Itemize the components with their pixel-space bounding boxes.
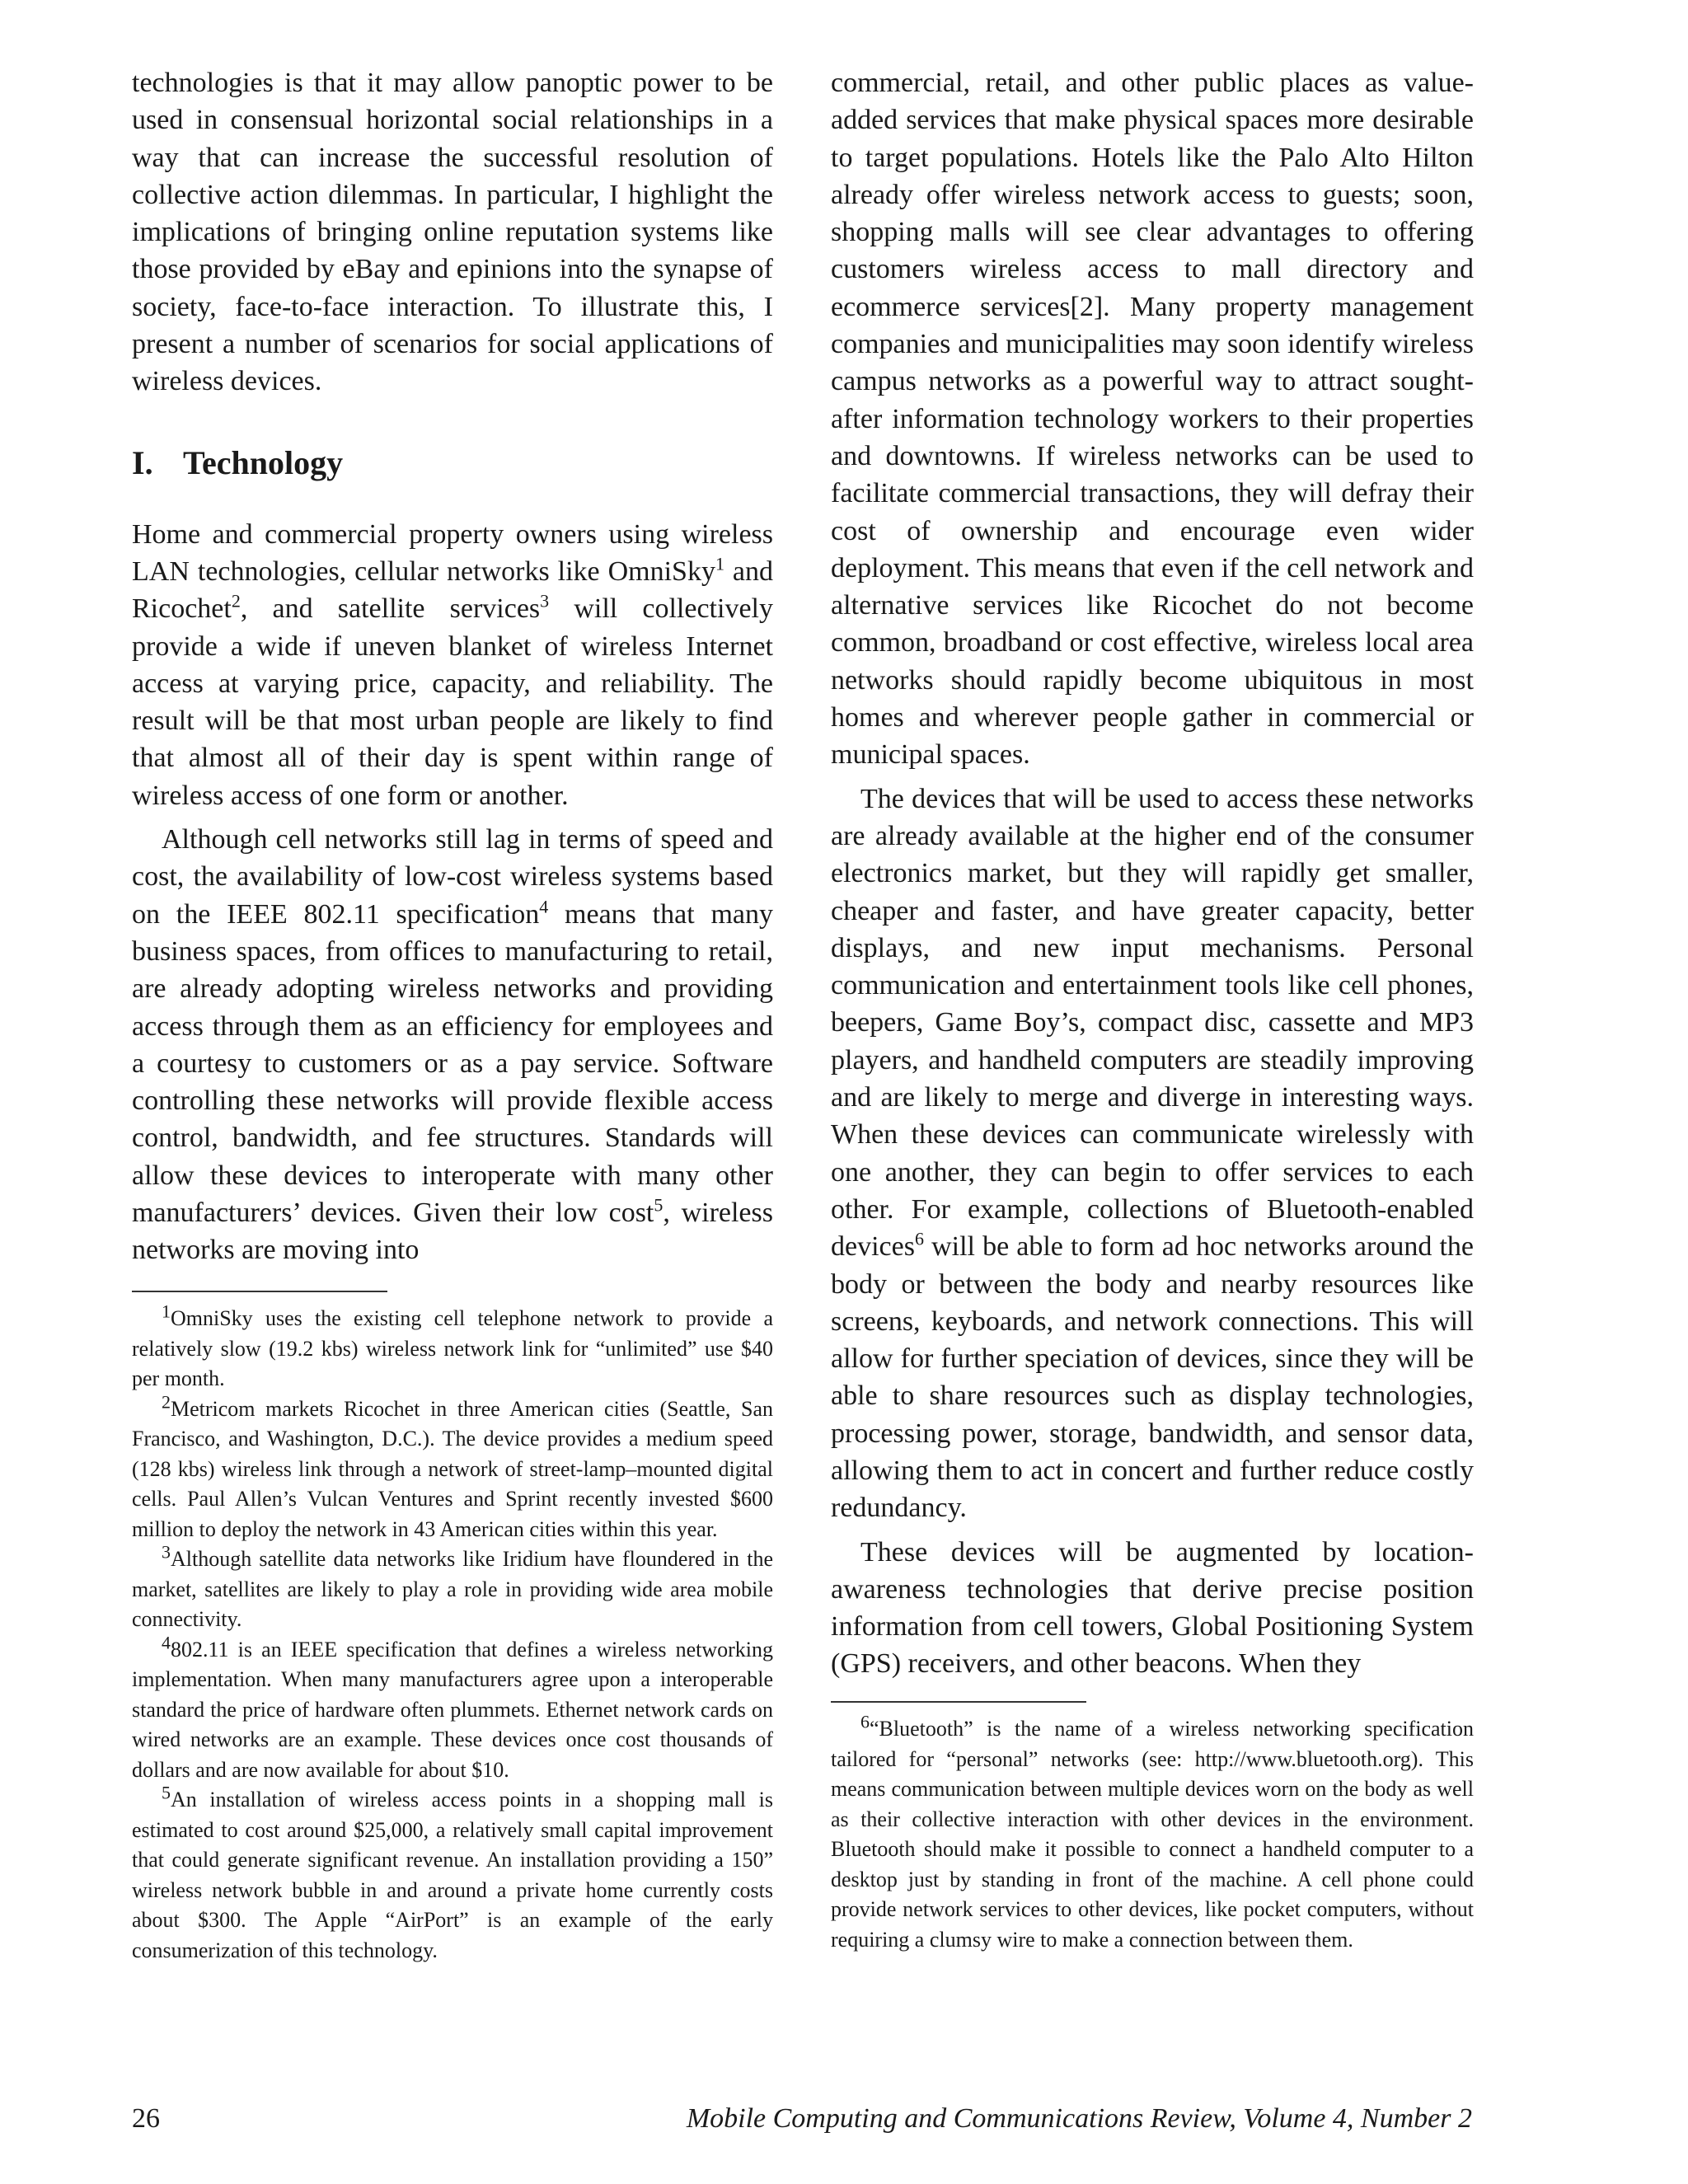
footnotes-left — [132, 1301, 773, 1966]
paragraph-ieee-80211 — [132, 821, 773, 1269]
footnotes-right — [831, 1711, 1474, 1955]
paragraph-wireless-blanket — [132, 516, 773, 814]
footnote-ref-4[interactable]: 4 — [539, 896, 549, 917]
text-run: Although cell networks still lag in terms of speed and cost, the availability of low-cost wireless systems based on the IEEE 802.11 specification — [132, 824, 773, 930]
footnote-2 — [132, 1390, 773, 1545]
text-run: The devices that will be used to access these networks are already available at the higher end of the consumer electronics market, but they will rapidly get smaller, cheaper and faster, and have greater capacity, better displays, and new input mechanisms. Personal communication and entertainment tools like cell phones, beepers, Game Boy’s, compact disc, cassette and MP3 players, and handheld computers are steadily improving and are likely to merge and diverge in interesting ways. When these devices can communicate wirelessly with one another, they can begin to offer services to each other. For example, collections of Bluetooth-enabled devices — [831, 783, 1474, 1263]
footnote-3 — [132, 1541, 773, 1635]
paragraph-location-awareness: These devices will be augmented by location-awareness technologies that derive precise position information from cell towers, Global Positioning System (GPS) receivers, and other beacons. When they — [831, 1536, 1474, 1680]
footnote-mark: 1 — [162, 1301, 171, 1322]
page-number: 26 — [132, 2103, 160, 2134]
right-column — [831, 64, 1474, 1683]
text-run: and Ricochet — [132, 555, 774, 625]
text-run: means that many business spaces, from offices to manufacturing to retail, are already adopting wireless networks and providing access through them as an efficiency for employees and a courtesy to customers or as a pay service. Software controlling these networks will provide flexible access control, bandwidth, and fee structures. Standards will allow these devices to interoperate with many other manufacturers’ devices. Given their low cost — [132, 898, 773, 1229]
footnote-mark: 5 — [162, 1782, 171, 1803]
footnote-mark: 3 — [162, 1541, 171, 1563]
footnote-ref-3[interactable]: 3 — [540, 590, 550, 612]
section-title: Technology — [183, 443, 344, 481]
section-number: I. — [132, 443, 153, 481]
footnote-ref-1[interactable]: 1 — [715, 553, 724, 574]
footnote-6 — [831, 1711, 1474, 1955]
footnote-text: OmniSky uses the existing cell telephone network to provide a relatively slow (19.2 kbs) wireless network link for “unlimited” use $40 per month. — [132, 1306, 773, 1390]
text-run: will collectively provide a wide if uneven blanket of wireless Internet access at varying price, capacity, and reliability. The result will be that most urban people are likely to find that almost all of their day is spent within range of wireless access of one form or another. — [132, 593, 773, 811]
text-run: will be able to form ad hoc networks around the body or between the body and nearby resources like screens, keyboards, and network connections. This will allow for further speciation of devices, since they will be able to share resources such as display technologies, processing power, storage, bandwidth, and sensor data, allowing them to act in concert and further reduce costly redundancy. — [831, 1231, 1474, 1524]
footnote-ref-6[interactable]: 6 — [914, 1228, 924, 1249]
intro-paragraph: technologies is that it may allow panoptic power to be used in consensual horizontal social relationships in a way that can increase the successful resolution of collective action dilemmas. In particular, I highlight the implications of bringing online reputation systems like those provided by eBay and epinions into the synapse of society, face-to-face interaction. To illustrate this, I present a number of scenarios for social applications of wireless devices. — [132, 68, 773, 397]
footnote-mark: 4 — [162, 1631, 171, 1652]
footnote-ref-2[interactable]: 2 — [231, 590, 241, 612]
text-run: , and satellite services — [240, 593, 541, 625]
paragraph-devices — [831, 780, 1474, 1527]
footnote-text: 802.11 is an IEEE specification that defines a wireless networking implementation. When many manufacturers agree upon a interoperable standard the price of hardware often plummets. Ethernet network cards on wired networks are an example. These devices once cost thousands of dollars and are now available for about $10. — [132, 1637, 773, 1782]
left-column — [132, 64, 773, 1269]
footnote-mark: 2 — [162, 1390, 171, 1412]
footnote-divider-left — [132, 1291, 387, 1292]
journal-citation: Mobile Computing and Communications Review, Volume 4, Number 2 — [686, 2103, 1472, 2134]
footnote-ref-5[interactable]: 5 — [654, 1194, 663, 1216]
footnote-4 — [132, 1631, 773, 1786]
footnote-1 — [132, 1301, 773, 1394]
footnote-mark: 6 — [860, 1711, 870, 1732]
footnote-text: Although satellite data networks like Iridium have floundered in the market, satellites are likely to play a role in providing wide area mobile connectivity. — [132, 1547, 773, 1631]
footnote-text: Metricom markets Ricochet in three American cities (Seattle, San Francisco, and Washington, D.C.). The device provides a medium speed (128 kbs) wireless link through a network of street-lamp–mounted digital cells. Paul Allen’s Vulcan Ventures and Sprint recently invested $600 million to deploy the network in 43 American cities within this year. — [132, 1396, 773, 1541]
text-run: Home and commercial property owners using wireless LAN technologies, cellular networks like OmniSky — [132, 518, 773, 587]
footnote-5 — [132, 1782, 773, 1966]
text-run: , wireless networks are moving into — [132, 1197, 773, 1266]
footnote-text: “Bluetooth” is the name of a wireless networking specification tailored for “personal” networks (see: http://www.bluetooth.org). This means communication between multiple devices worn on the body as well as their collective interaction with other devices in the environment. Bluetooth should make it possible to connect a handheld computer to a desktop just by standing in front of the machine. A cell phone could provide network services to other devices, like pocket computers, without requiring a clumsy wire to make a connection between them. — [831, 1717, 1474, 1952]
paragraph-commercial-spaces: commercial, retail, and other public places as value-added services that make physical spaces more desirable to target populations. Hotels like the Palo Alto Hilton already offer wireless network access to guests; soon, shopping malls will see clear advantages to offering customers wireless access to mall directory and ecommerce services[2]. Many property management companies and municipalities may soon identify wireless campus networks as a powerful way to attract sought-after information technology workers to their properties and downtowns. If wireless networks can be used to facilitate commercial transactions, they will defray their cost of ownership and encourage even wider deployment. This means that even if the cell network and alternative services like Ricochet do not become common, broadband or cost effective, wireless local area networks should rapidly become ubiquitous in most homes and wherever people gather in commercial or municipal spaces. — [831, 68, 1474, 771]
footnote-text: An installation of wireless access points in a shopping mall is estimated to cost around $25,000, a relatively small capital improvement that could generate significant revenue. An installation providing a 150” wireless network bubble in and around a private home currently costs about $300. The Apple “AirPort” is an example of the early consumerization of this technology. — [132, 1788, 773, 1962]
section-heading — [132, 443, 773, 483]
footnote-divider-right — [831, 1701, 1086, 1703]
